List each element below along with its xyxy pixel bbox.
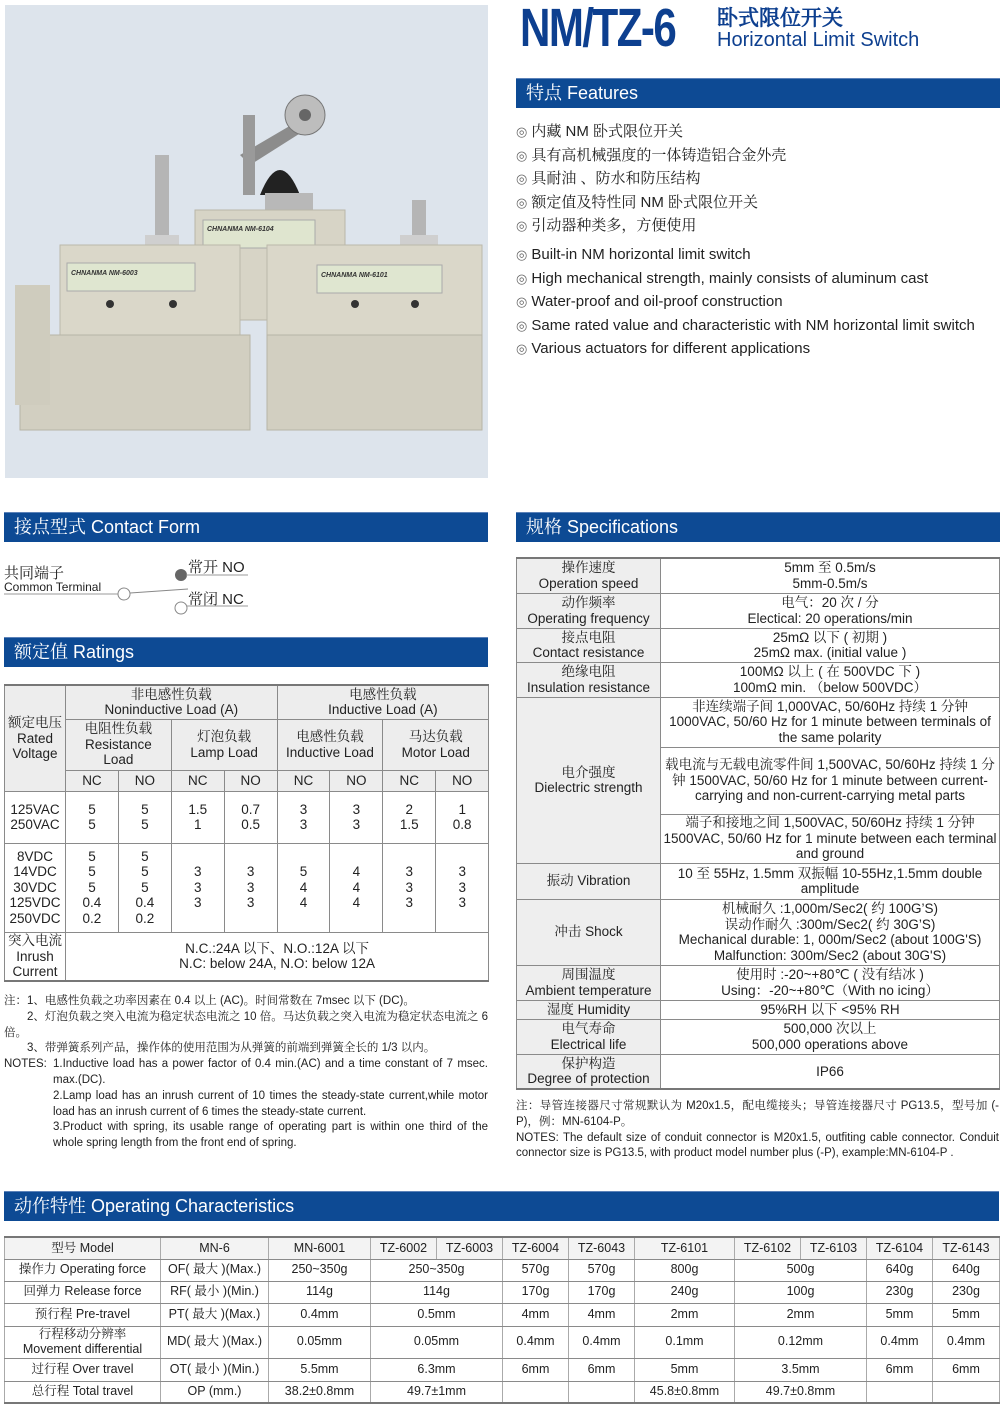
table-cell: 接点电阻 Contact resistance <box>517 628 661 662</box>
bullet-icon: ◎ <box>516 294 528 309</box>
table-cell <box>867 1381 933 1403</box>
features-heading: 特点 Features <box>516 78 1000 108</box>
table-row <box>517 1019 1000 1054</box>
table-cell: 100MΩ 以上 ( 在 500VDC 下 ) 100mΩ min. （below 500VDC） <box>661 662 1000 697</box>
table-cell: OF( 最大 )(Max.) <box>161 1259 269 1281</box>
no-contact-icon <box>175 569 187 581</box>
feature-item <box>516 290 1000 314</box>
table-cell: 1.5 1 <box>171 791 224 843</box>
table-cell: 0.12mm <box>735 1326 867 1358</box>
table-cell: NC <box>277 770 330 791</box>
feature-item <box>516 267 1000 291</box>
nc-contact-icon <box>175 602 187 614</box>
text: 额定值及特性同 NM 卧式限位开关 <box>531 193 759 211</box>
table-row <box>517 697 1000 747</box>
table-row <box>517 863 1000 899</box>
table-row <box>5 1381 1000 1403</box>
table-cell: 640g <box>933 1259 1000 1281</box>
table-cell: 570g <box>569 1259 635 1281</box>
table-cell <box>503 1381 569 1403</box>
table-cell: 3 3 3 <box>224 843 277 932</box>
table-cell: 0.5mm <box>371 1303 503 1326</box>
table-cell: 使用时 :-20~+80℃ ( 没有结冰 ) Using：-20~+80℃（With no icing） <box>661 965 1000 1000</box>
product-title-cn: 卧式限位开关 <box>717 7 843 30</box>
text: 2、灯泡负载之突入电流为稳定状态电流之 10 倍。马达负载之突入电流为稳定状态电流之 6 倍。 <box>4 1010 488 1039</box>
contact-form-diagram <box>0 550 260 620</box>
table-cell: 回弹力 Release force <box>5 1281 161 1303</box>
table-cell: 170g <box>569 1281 635 1303</box>
table-cell: TZ-6103 <box>801 1237 867 1259</box>
table-cell: 3 3 3 <box>171 843 224 932</box>
table-cell: TZ-6003 <box>437 1237 503 1259</box>
table-cell: 3.5mm <box>735 1358 867 1381</box>
feature-item <box>516 314 1000 338</box>
table-cell: 0.4mm <box>503 1326 569 1358</box>
operating-characteristics-table <box>4 1236 1000 1404</box>
table-cell: NC <box>66 770 119 791</box>
table-cell: 5 5 <box>118 791 171 843</box>
table-cell: 800g <box>635 1259 735 1281</box>
table-cell: 45.8±0.8mm <box>635 1381 735 1403</box>
table-cell: 100g <box>735 1281 867 1303</box>
table-cell: 6mm <box>867 1358 933 1381</box>
feature-item <box>516 243 1000 267</box>
table-cell: MD( 最大 )(Max.) <box>161 1326 269 1358</box>
table-cell: TZ-6101 <box>635 1237 735 1259</box>
feature-item <box>516 144 1000 168</box>
table-cell: 电介强度 Dielectric strength <box>517 697 661 863</box>
table-cell: TZ-6143 <box>933 1237 1000 1259</box>
text: Same rated value and characteristic with NM horizontal limit switch <box>531 316 975 334</box>
inductive-header: 电感性负载 Inductive Load (A) <box>277 685 489 719</box>
table-cell: 0.1mm <box>635 1326 735 1358</box>
table-cell: 3 3 3 <box>436 843 489 932</box>
table-cell: 5 5 5 0.4 0.2 <box>118 843 171 932</box>
table-row <box>5 843 489 932</box>
table-row <box>517 1054 1000 1089</box>
bullet-icon: ◎ <box>516 218 528 233</box>
table-cell: OT( 最小 )(Min.) <box>161 1358 269 1381</box>
table-cell: 端子和接地之间 1,500VAC, 50/60Hz 持续 1 分钟 1500VAC, 50/60 Hz for 1 minute between each terminal and ground <box>661 814 1000 863</box>
text: 3.Product with spring, its usable range of operating part is within one third of the whole spring length from the front end of spring. <box>53 1121 488 1150</box>
table-cell: 2mm <box>635 1303 735 1326</box>
table-cell: 230g <box>867 1281 933 1303</box>
table-cell: 预行程 Pre-travel <box>5 1303 161 1326</box>
text: NOTES: The default size of conduit connector is M20x1.5, outfiting cable connector. Conduit connector size is PG13.5, with product model number plus (-P), example:MN-6104-P . <box>516 1131 999 1160</box>
table-row <box>517 558 1000 593</box>
product-title-en: Horizontal Limit Switch <box>717 29 920 51</box>
table-cell: 5 4 4 <box>277 843 330 932</box>
table-cell: 0.05mm <box>371 1326 503 1358</box>
table-cell: 250~350g <box>269 1259 371 1281</box>
table-row <box>517 965 1000 1000</box>
table-row <box>5 1303 1000 1326</box>
table-cell: 4mm <box>503 1303 569 1326</box>
table-cell: 640g <box>867 1259 933 1281</box>
table-cell: 0.4mm <box>933 1326 1000 1358</box>
text: 注：1、电感性负载之功率因素在 0.4 以上 (AC)。时间常数在 7msec 以下 (DC)。 <box>4 995 415 1007</box>
table-cell: 0.4mm <box>569 1326 635 1358</box>
table-cell: NC <box>171 770 224 791</box>
table-cell: 操作速度 Operation speed <box>517 558 661 593</box>
table-cell: 6.3mm <box>371 1358 503 1381</box>
table-cell: 8VDC 14VDC 30VDC 125VDC 250VDC <box>5 843 66 932</box>
common-terminal-cn: 共同端子 <box>4 565 65 582</box>
feature-item <box>516 167 1000 191</box>
normally-open-label: 常开 NO <box>188 559 245 576</box>
table-row <box>5 1281 1000 1303</box>
table-cell: 6mm <box>933 1358 1000 1381</box>
table-cell: 振动 Vibration <box>517 863 661 899</box>
table-row <box>5 1259 1000 1281</box>
common-terminal-en: Common Terminal <box>4 580 102 594</box>
table-cell: 5mm <box>635 1358 735 1381</box>
table-cell: 3 3 <box>330 791 383 843</box>
table-cell: TZ-6004 <box>503 1237 569 1259</box>
table-cell: 冲击 Shock <box>517 899 661 965</box>
text: Built-in NM horizontal limit switch <box>531 246 751 263</box>
specifications-notes <box>516 1099 999 1162</box>
table-cell: 5mm 至 0.5m/s 5mm-0.5m/s <box>661 558 1000 593</box>
ratings-notes <box>4 994 488 1152</box>
lamp-load-header: 灯泡负载 Lamp Load <box>171 719 277 770</box>
rated-voltage-header: 额定电压 Rated Voltage <box>5 685 66 791</box>
table-cell: 载电流与无载电流零件间 1,500VAC, 50/60Hz 持续 1 分钟 1500VAC, 50/60 Hz for 1 minute between current-carrying and non-current-carrying metal parts <box>661 747 1000 814</box>
text: 2.Lamp load has an inrush current of 10 times the steady-state current,while motor load has an inrush current of 6 times the steady-state current. <box>53 1089 488 1118</box>
bullet-icon: ◎ <box>516 171 528 186</box>
motor-load-header: 马达负载 Motor Load <box>383 719 489 770</box>
table-row <box>517 1000 1000 1019</box>
table-cell: 1 0.8 <box>436 791 489 843</box>
table-cell: OP (mm.) <box>161 1381 269 1403</box>
table-cell: 电气：20 次 / 分 Electical: 20 operations/min <box>661 593 1000 628</box>
table-cell: 行程移动分辨率 Movement differential <box>5 1326 161 1358</box>
table-cell: 6mm <box>569 1358 635 1381</box>
ratings-heading: 额定值 Ratings <box>4 637 488 667</box>
table-cell: 绝缘电阻 Insulation resistance <box>517 662 661 697</box>
table-cell: 49.7±1mm <box>371 1381 503 1403</box>
table-cell: 10 至 55Hz, 1.5mm 双振幅 10-55Hz,1.5mm double amplitude <box>661 863 1000 899</box>
table-cell: 2mm <box>735 1303 867 1326</box>
table-cell: NO <box>118 770 171 791</box>
table-cell: 3 3 <box>277 791 330 843</box>
table-cell: 总行程 Total travel <box>5 1381 161 1403</box>
table-cell: TZ-6102 <box>735 1237 801 1259</box>
table-cell: NC <box>383 770 436 791</box>
product-photo <box>5 5 488 478</box>
specifications-heading: 规格 Specifications <box>516 512 1000 542</box>
table-cell: 3 3 3 <box>383 843 436 932</box>
table-cell: 操作力 Operating force <box>5 1259 161 1281</box>
table-cell: 型号 Model <box>5 1237 161 1259</box>
table-cell: 0.4mm <box>269 1303 371 1326</box>
table-row <box>5 1326 1000 1358</box>
svg-text:CHNANMA NM-6003: CHNANMA NM-6003 <box>71 270 138 277</box>
bullet-icon: ◎ <box>516 147 528 163</box>
ratings-table <box>4 684 489 982</box>
resistance-load-header: 电阻性负载 Resistance Load <box>66 719 172 770</box>
table-cell: TZ-6043 <box>569 1237 635 1259</box>
table-cell: 240g <box>635 1281 735 1303</box>
table-cell: 0.05mm <box>269 1326 371 1358</box>
text: 1.Inductive load has a power factor of 0.4 min.(AC) and a time constant of 7 msec. max.(DC). <box>53 1058 488 1086</box>
table-cell: 570g <box>503 1259 569 1281</box>
text: High mechanical strength, mainly consists of aluminum cast <box>531 269 929 287</box>
table-cell: PT( 最大 )(Max.) <box>161 1303 269 1326</box>
text: 引动器种类多，方便使用 <box>531 217 697 234</box>
bullet-icon: ◎ <box>516 317 528 333</box>
table-cell: 4 4 4 <box>330 843 383 932</box>
product-model-title: NM/TZ-6 <box>520 0 676 58</box>
table-cell: 5.5mm <box>269 1358 371 1381</box>
table-cell: TZ-6002 <box>371 1237 437 1259</box>
table-cell: 5mm <box>933 1303 1000 1326</box>
table-row <box>5 1358 1000 1381</box>
feature-item <box>516 191 1000 215</box>
inrush-value: N.C.:24A 以下、N.O.:12A 以下 N.C: below 24A, N.O: below 12A <box>66 932 489 981</box>
table-cell <box>569 1381 635 1403</box>
table-cell: 非连续端子间 1,000VAC, 50/60Hz 持续 1 分钟 1000VAC, 50/60 Hz for 1 minute between terminals of the same polarity <box>661 697 1000 747</box>
table-cell: 电气寿命 Electrical life <box>517 1019 661 1054</box>
table-cell: RF( 最小 )(Min.) <box>161 1281 269 1303</box>
table-cell: 49.7±0.8mm <box>735 1381 867 1403</box>
table-cell: 25mΩ 以下 ( 初期 ) 25mΩ max. (initial value ) <box>661 628 1000 662</box>
table-cell: 机械耐久 :1,000m/Sec2( 约 100G’S) 误动作耐久 :300m/Sec2( 约 30G’S) Mechanical durable: 1, 000m/Sec2 (about 100G'S) Malfunction: 300m/Sec2 (about 30G'S) <box>661 899 1000 965</box>
table-cell: TZ-6104 <box>867 1237 933 1259</box>
operating-characteristics-heading: 动作特性 Operating Characteristics <box>4 1191 999 1221</box>
table-cell: 230g <box>933 1281 1000 1303</box>
text: Water-proof and oil-proof construction <box>531 293 783 310</box>
table-cell: NO <box>224 770 277 791</box>
table-row <box>517 899 1000 965</box>
table-row <box>5 791 489 843</box>
text: Various actuators for different applications <box>531 340 811 357</box>
noninductive-header: 非电感性负载 Noninductive Load (A) <box>66 685 278 719</box>
bullet-icon: ◎ <box>516 124 528 139</box>
table-cell: 114g <box>269 1281 371 1303</box>
bullet-icon: ◎ <box>516 270 528 286</box>
table-cell: 过行程 Over travel <box>5 1358 161 1381</box>
inductive-load-header: 电感性负载 Inductive Load <box>277 719 383 770</box>
table-row <box>517 593 1000 628</box>
table-cell: 动作频率 Operating frequency <box>517 593 661 628</box>
contact-form-heading: 接点型式 Contact Form <box>4 512 488 542</box>
normally-closed-label: 常闭 NC <box>188 591 244 608</box>
feature-item <box>516 214 1000 238</box>
table-header-row <box>5 1237 1000 1259</box>
table-cell: 5 5 <box>66 791 119 843</box>
table-row <box>517 662 1000 697</box>
text: 具耐油 、防水和防压结构 <box>531 170 701 187</box>
table-cell: NO <box>436 770 489 791</box>
feature-item <box>516 337 1000 361</box>
table-cell: 170g <box>503 1281 569 1303</box>
table-cell: 500g <box>735 1259 867 1281</box>
bullet-icon: ◎ <box>516 247 528 262</box>
text: NOTES: <box>4 1058 47 1071</box>
features-list-cn <box>516 120 1000 238</box>
table-cell: 125VAC 250VAC <box>5 791 66 843</box>
table-cell: MN-6 <box>161 1237 269 1259</box>
table-cell: 38.2±0.8mm <box>269 1381 371 1403</box>
table-cell: NO <box>330 770 383 791</box>
bullet-icon: ◎ <box>516 341 528 356</box>
table-cell: 0.4mm <box>867 1326 933 1358</box>
limit-switch-illustration <box>5 5 488 478</box>
table-cell: 5 5 5 0.4 0.2 <box>66 843 119 932</box>
table-cell: 4mm <box>569 1303 635 1326</box>
table-cell: 湿度 Humidity <box>517 1000 661 1019</box>
table-cell: 周围温度 Ambient temperature <box>517 965 661 1000</box>
table-cell: 114g <box>371 1281 503 1303</box>
brand-label: CHNANMA NM-6104 <box>207 226 274 233</box>
text: 3、带弹簧系列产品，操作体的使用范围为从弹簧的前端到弹簧全长的 1/3 以内。 <box>27 1042 436 1055</box>
table-cell: 95%RH 以下 <95% RH <box>661 1000 1000 1019</box>
table-cell: 250~350g <box>371 1259 503 1281</box>
bullet-icon: ◎ <box>516 194 528 210</box>
features-list-en <box>516 243 1000 361</box>
inrush-label: 突入电流 Inrush Current <box>5 932 66 981</box>
table-cell <box>933 1381 1000 1403</box>
table-cell: 5mm <box>867 1303 933 1326</box>
table-row <box>5 932 489 981</box>
text: 注：导管连接器尺寸常规默认为 M20x1.5，配电缆接头；导管连接器尺寸 PG13.5，型号加 (-P)，例：MN-6104-P。 <box>516 1100 999 1128</box>
svg-text:CHNANMA NM-6101: CHNANMA NM-6101 <box>321 272 388 279</box>
table-cell: 6mm <box>503 1358 569 1381</box>
table-cell: 500,000 次以上 500,000 operations above <box>661 1019 1000 1054</box>
text: 内藏 NM 卧式限位开关 <box>531 123 684 140</box>
text: 具有高机械强度的一体铸造铝合金外壳 <box>531 146 787 164</box>
table-cell: IP66 <box>661 1054 1000 1089</box>
table-cell: MN-6001 <box>269 1237 371 1259</box>
specifications-table <box>516 557 1000 1090</box>
feature-item <box>516 120 1000 144</box>
table-row <box>517 628 1000 662</box>
table-cell: 保护构造 Degree of protection <box>517 1054 661 1089</box>
table-cell: 0.7 0.5 <box>224 791 277 843</box>
table-cell: 2 1.5 <box>383 791 436 843</box>
